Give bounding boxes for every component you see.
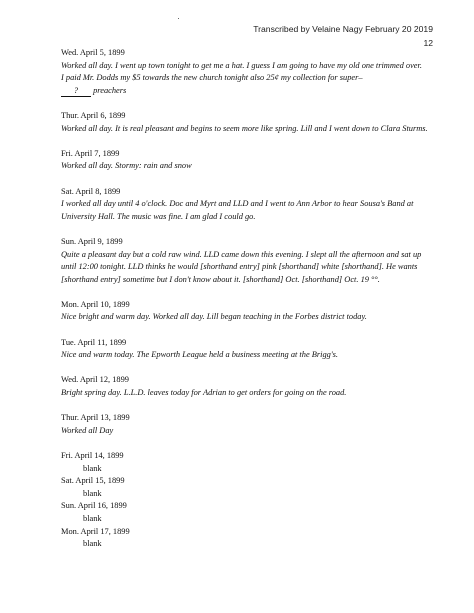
entry-date: Tue. April 11, 1899: [61, 337, 127, 347]
entry-text: [61, 60, 434, 98]
entry-line: Nice and warm today. The Epworth League held a business meeting at the Brigg's.: [61, 350, 338, 360]
scan-speck: [178, 18, 179, 19]
entry-date: Fri. April 7, 1899: [61, 148, 120, 158]
entry-date: Wed. April 5, 1899: [61, 48, 125, 57]
entry-text: [61, 123, 434, 136]
blank-entry-text: blank: [83, 513, 102, 523]
diary-body: [61, 47, 434, 551]
entry-line: I worked all day until 4 o'clock. Doc and Myrt and LLD and I went to Ann Arbor to hear Sousa's Band at University Hall. The music was fine. I am glad I could go.: [61, 199, 414, 221]
entry-text: [61, 198, 434, 223]
diary-entry: [61, 374, 434, 399]
blank-entry-text: blank: [83, 488, 102, 498]
entry-date: Thur. April 13, 1899: [61, 413, 130, 423]
entry-line: Worked all day. It is real pleasant and begins to seem more like spring. Lill and I went down to Clara Sturms.: [61, 123, 428, 133]
diary-entry: [61, 110, 434, 135]
entry-line-text: preachers: [93, 85, 127, 95]
entry-line: Bright spring day. L.L.D. leaves today for Adrian to get orders for going on the road.: [61, 388, 347, 398]
entry-text: [61, 349, 434, 362]
entry-text: [61, 425, 434, 438]
blank-entry-text: blank: [83, 539, 102, 549]
blank-entry-date: Sat. April 15, 1899: [61, 476, 125, 486]
diary-entry: [61, 47, 434, 97]
entry-date: Thur. April 6, 1899: [61, 110, 126, 120]
blank-entry-date: Sun. April 16, 1899: [61, 501, 127, 511]
entry-line: Worked all day. I went up town tonight to get me a hat. I guess I am going to have my old one trimmed over.: [61, 60, 422, 70]
entry-line: Quite a pleasant day but a cold raw wind. LLD came down this evening. I slept all the afternoon and sat up until 12:00 tonight. LLD thinks he would [shorthand entry] pink [shorthand] white [shorthand]. He wants [shorthand entry] sometime but I don't know about it. [shorthand] Oct. [shorthand] Oct. 19 °°.: [61, 249, 422, 284]
entry-text: [61, 160, 434, 173]
entry-text: [61, 387, 434, 400]
blank-entry-text: blank: [83, 463, 102, 473]
diary-entry: [61, 412, 434, 437]
entry-line: Worked all Day: [61, 425, 114, 435]
diary-entry: [61, 148, 434, 173]
blank-entry-date: Mon. April 17, 1899: [61, 526, 130, 536]
transcriber-note: Transcribed by Velaine Nagy February 20 2019: [253, 24, 433, 34]
entry-line-text: I paid Mr. Dodds my $5 towards the new church tonight also 25¢ my collection for super–: [61, 73, 363, 83]
page-number: 12: [423, 38, 433, 48]
diary-entry: [61, 186, 434, 224]
entry-line: Nice bright and warm day. Worked all day. Lill began teaching in the Forbes district today.: [61, 312, 367, 322]
entry-text: [61, 311, 434, 324]
diary-entry: [61, 337, 434, 362]
blank-entry-date: Fri. April 14, 1899: [61, 451, 124, 460]
entry-date: Sat. April 8, 1899: [61, 186, 121, 196]
entry-line: Worked all day. Stormy: rain and snow: [61, 161, 192, 171]
entry-text: [61, 249, 434, 287]
diary-entry: [61, 299, 434, 324]
blank-entries: [61, 450, 434, 551]
diary-entry: [61, 236, 434, 286]
illegible-blank: ?: [61, 86, 91, 97]
entry-date: Sun. April 9, 1899: [61, 236, 123, 246]
entry-date: Mon. April 10, 1899: [61, 299, 130, 309]
entry-date: Wed. April 12, 1899: [61, 375, 129, 385]
entry-line: [61, 72, 434, 97]
